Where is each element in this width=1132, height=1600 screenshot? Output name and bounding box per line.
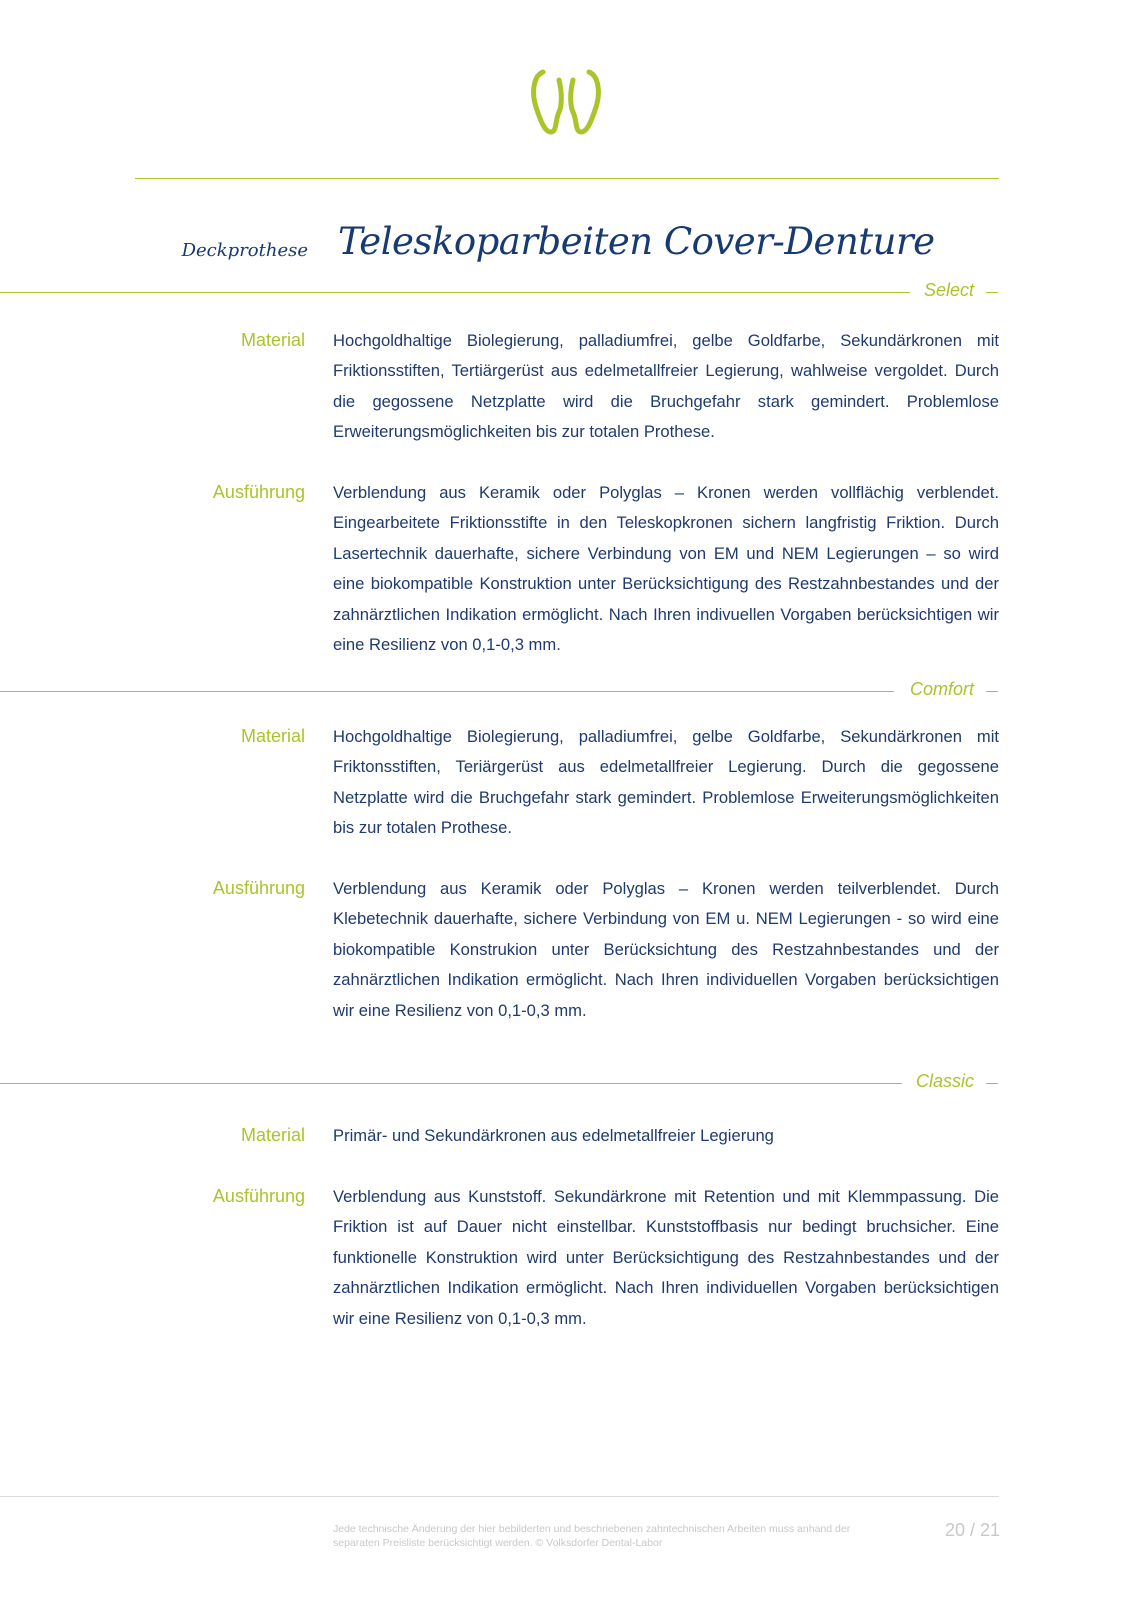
tier-label-select: Select — [923, 280, 974, 300]
tooth-icon — [529, 66, 603, 140]
execution-label: Ausführung — [212, 878, 305, 898]
tier-dash-classic — [986, 1083, 998, 1084]
tier-divider-classic — [0, 1083, 902, 1084]
material-label: Material — [240, 1125, 305, 1145]
material-label: Material — [240, 330, 305, 350]
material-text: Hochgoldhaltige Biolegierung, palladiumfrei, gelbe Goldfarbe, Sekundärkronen mit Friktonsstiften, Teriärgerüst aus edelmetallfreier Legierung. Durch die gegossene Netzplatte wird die Bruchgefahr stark gemindert. Problemlose Erweiterungsmöglichkeiten bis zur totalen Prothese. — [333, 727, 999, 838]
execution-text: Verblendung aus Keramik oder Polyglas – Kronen werden vollflächig verblendet. Eingearbeitete Friktionsstifte in den Teleskopkronen sichern langfristig Friktion. Durch Lasertechnik dauerhafte, sichere Verbindung von EM und NEM Legierungen – so wird eine biokompatible Konstruktion unter Berücksichtigung des Restzahnbestandes und der zahnärztlichen Indikation ermöglicht. Nach Ihren indivuellen Vorgaben berücksichtigen wir eine Resilienz von 0,1-0,3 mm. — [333, 483, 999, 655]
material-label: Material — [240, 726, 305, 746]
page-number: 20 / 21 — [944, 1520, 1000, 1540]
footer-divider — [0, 1496, 999, 1497]
category-subtitle: Deckprothese — [181, 240, 308, 261]
footer-note: Jede technische Änderung der hier bebilderten und beschriebenen zahntechnischen Arbeiten muss anhand der separaten Preisliste berücksichtigt werden. © Volksdorfer Dental-Labor — [333, 1523, 851, 1549]
header-divider — [135, 178, 999, 179]
tier-dash-comfort — [986, 691, 998, 692]
tier-divider-comfort — [0, 691, 894, 692]
tier-dash-select — [986, 292, 998, 293]
execution-text: Verblendung aus Kunststoff. Sekundärkrone mit Retention und mit Klemmpassung. Die Friktion ist auf Dauer nicht einstellbar. Kunststoffbasis nur bedingt bruchsicher. Eine funktionelle Konstruktion wird unter Berücksichtigung des Restzahnbestandes und der zahnärztlichen Indikation ermöglicht. Nach Ihren individuellen Vorgaben berücksichtigen wir eine Resilienz von 0,1-0,3 mm. — [333, 1187, 999, 1328]
tier-label-classic: Classic — [915, 1071, 974, 1091]
execution-label: Ausführung — [212, 482, 305, 502]
material-text: Hochgoldhaltige Biolegierung, palladiumfrei, gelbe Goldfarbe, Sekundärkronen mit Friktionsstiften, Tertiärgerüst aus edelmetallfreier Legierung, wahlweise vergoldet. Durch die gegossene Netzplatte wird die Bruchgefahr stark gemindert. Problemlose Erweiterungsmöglichkeiten bis zur totalen Prothese. — [333, 331, 999, 442]
page-title: Teleskoparbeiten Cover-Denture — [338, 220, 935, 263]
execution-text: Verblendung aus Keramik oder Polyglas – Kronen werden teilverblendet. Durch Klebetechnik dauerhafte, sichere Verbindung von EM u. NEM Legierungen - so wird eine biokompatible Konstrukion unter Berücksichtung des Restzahnbestandes und der zahnärztlichen Indikation ermöglicht. Nach Ihren individuellen Vorgaben berücksichtigen wir eine Resilienz von 0,1-0,3 mm. — [333, 879, 999, 1020]
tier-divider-select — [0, 292, 910, 293]
material-text: Primär- und Sekundärkronen aus edelmetallfreier Legierung — [333, 1126, 774, 1145]
tier-label-comfort: Comfort — [909, 679, 974, 699]
execution-label: Ausführung — [212, 1186, 305, 1206]
